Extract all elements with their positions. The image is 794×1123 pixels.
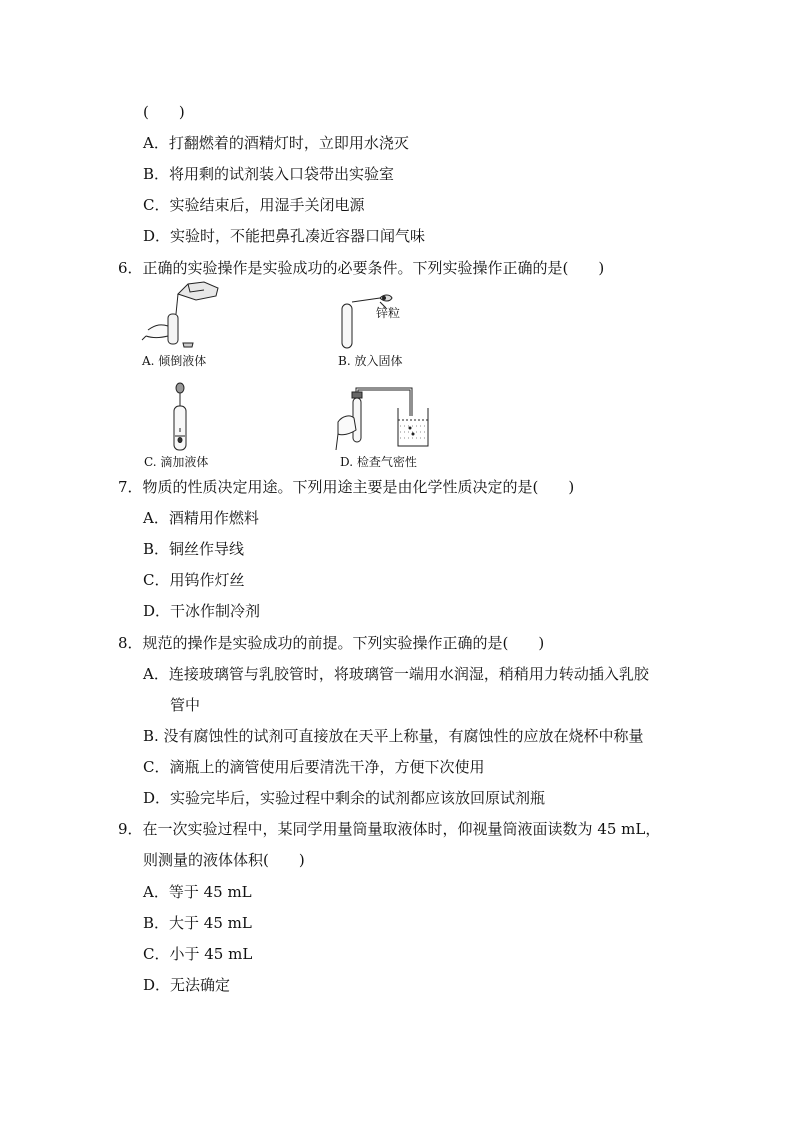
- figure-d-caption: D. 检查气密性: [340, 455, 417, 469]
- q9-stem-line2: 则测量的液体体积( ): [143, 851, 305, 869]
- q8-option-b: B. 没有腐蚀性的试剂可直接放在天平上称量，有腐蚀性的应放在烧杯中称量: [143, 727, 644, 745]
- figure-c-caption: C. 滴加液体: [144, 455, 209, 469]
- q7-stem: 7．物质的性质决定用途。下列用途主要是由化学性质决定的是( ): [118, 478, 575, 496]
- q9-option-d: D．无法确定: [143, 976, 231, 994]
- q8-option-a-line2: 管中: [170, 696, 201, 714]
- q9-stem-line1: 9．在一次实验过程中，某同学用量筒量取液体时，仰视量筒液面读数为 45 mL，: [118, 820, 661, 838]
- q8-stem: 8．规范的操作是实验成功的前提。下列实验操作正确的是( ): [118, 634, 545, 652]
- airtightness-figure: [334, 386, 434, 456]
- drop-liquid-figure: [168, 382, 192, 454]
- q9-option-c: C．小于 45 mL: [143, 945, 253, 963]
- q5-option-d: D．实验时，不能把鼻孔凑近容器口闻气味: [143, 227, 426, 245]
- pour-liquid-figure: [138, 280, 228, 352]
- answer-bracket: ( ): [143, 103, 185, 121]
- q6-stem: 6．正确的实验操作是实验成功的必要条件。下列实验操作正确的是( ): [118, 259, 605, 277]
- q5-option-c: C．实验结束后，用湿手关闭电源: [143, 196, 365, 214]
- figure-a-caption: A. 倾倒液体: [142, 354, 207, 368]
- q7-option-d: D．干冰作制冷剂: [143, 602, 261, 620]
- q7-option-c: C．用钨作灯丝: [143, 571, 245, 589]
- q9-option-b: B．大于 45 mL: [143, 914, 252, 932]
- q5-option-a: A．打翻燃着的酒精灯时，立即用水浇灭: [143, 134, 409, 152]
- zinc-label: 锌粒: [376, 306, 401, 320]
- q7-option-b: B．铜丝作导线: [143, 540, 245, 558]
- q8-option-c: C．滴瓶上的滴管使用后要清洗干净，方便下次使用: [143, 758, 485, 776]
- q7-option-a: A．酒精用作燃料: [143, 509, 259, 527]
- figure-b-caption: B. 放入固体: [338, 354, 403, 368]
- add-solid-figure: [336, 292, 426, 352]
- q5-option-b: B．将用剩的试剂装入口袋带出实验室: [143, 165, 395, 183]
- q8-option-a-line1: A．连接玻璃管与乳胶管时，将玻璃管一端用水润湿，稍稍用力转动插入乳胶: [143, 665, 649, 683]
- q8-option-d: D．实验完毕后，实验过程中剩余的试剂都应该放回原试剂瓶: [143, 789, 546, 807]
- q9-option-a: A．等于 45 mL: [143, 883, 252, 901]
